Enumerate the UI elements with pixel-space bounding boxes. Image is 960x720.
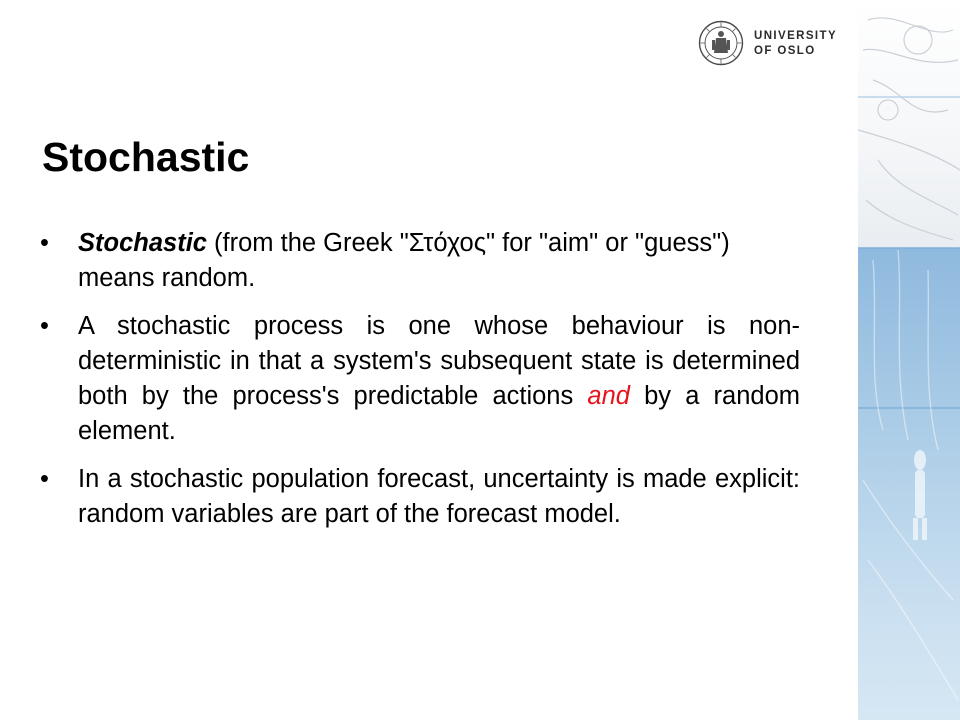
bullet-item [40,462,800,532]
bullet-list [40,226,800,545]
institution-name-line1: UNIVERSITY [754,30,838,42]
bullet-item [40,309,800,449]
university-seal-icon [698,20,744,66]
bullet-item [40,226,800,296]
bullet-text: by a random element. [78,382,800,445]
bullet-text: (from the Greek "Στόχος" for "aim" or "guess") means random. [78,229,730,292]
term-emphasis: Stochastic [78,229,207,257]
bullet-text: In a stochastic population forecast, uncertainty is made explicit: random variables are part of the forecast model. [78,465,800,528]
institution-name [754,29,837,59]
bullet-marker: • [40,312,49,340]
institution-name-line2: OF OSLO [754,45,816,57]
bullet-text: A stochastic process is one whose behaviour is non-deterministic in that a system's subsequent state is determined both by the process's predictable actions [78,312,800,410]
engraving-pattern-icon [858,0,960,720]
emphasis-and: and [587,382,630,410]
slide-title: Stochastic [42,134,250,180]
decorative-side-panel [858,0,960,720]
bullet-marker: • [40,229,49,257]
bullet-marker: • [40,465,49,493]
university-logo [698,20,848,70]
